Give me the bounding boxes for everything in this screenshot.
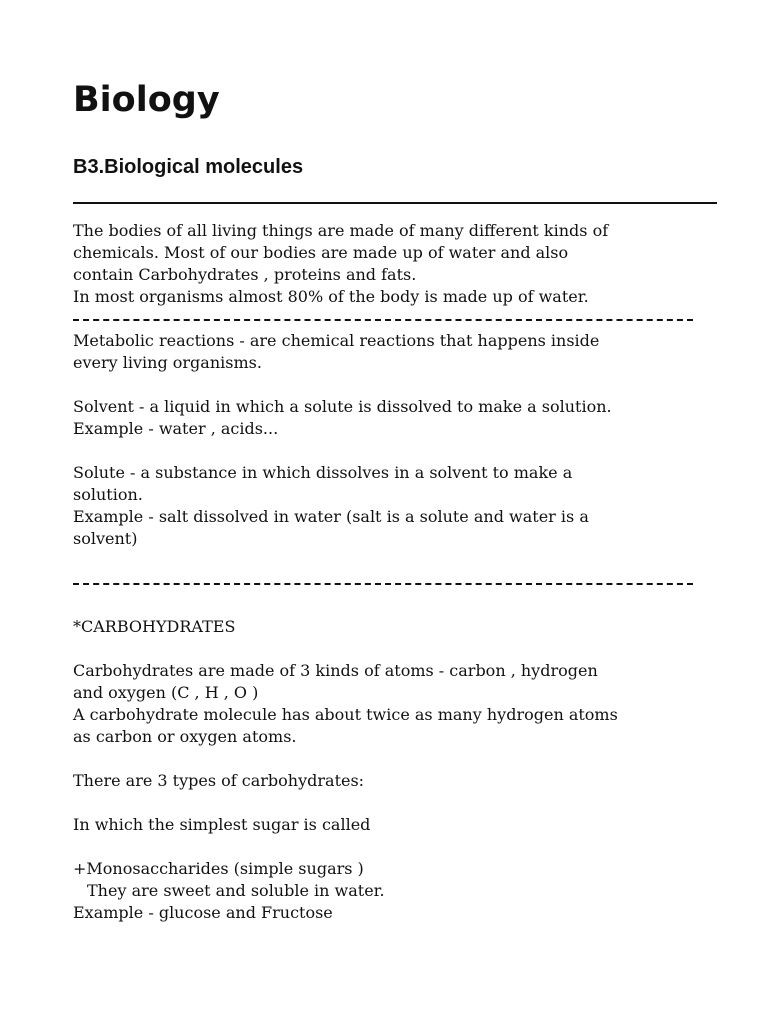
text-line: In most organisms almost 80% of the body is made up of water. <box>73 287 589 306</box>
solvent-definition <box>73 396 733 440</box>
text-line: The bodies of all living things are made of many different kinds of <box>73 221 609 240</box>
text-line: chemicals. Most of our bodies are made up of water and also <box>73 243 569 262</box>
spacer <box>73 550 733 572</box>
text-line: Carbohydrates are made of 3 kinds of atoms - carbon , hydrogen <box>73 661 598 680</box>
types-line: There are 3 types of carbohydrates: <box>73 771 365 790</box>
dashed-divider <box>73 572 733 594</box>
text-line: Solvent - a liquid in which a solute is dissolved to make a solution. <box>73 397 612 416</box>
text-line: They are sweet and soluble in water. <box>87 881 385 900</box>
text-line: Example - water , acids... <box>73 419 279 438</box>
text-line: every living organisms. <box>73 353 262 372</box>
text-line: +Monosaccharides (simple sugars ) <box>73 859 364 878</box>
metabolic-definition <box>73 330 733 374</box>
text-line: Example - salt dissolved in water (salt is a solute and water is a <box>73 507 589 526</box>
text-line: solvent) <box>73 529 138 548</box>
spacer <box>73 792 733 814</box>
text-line: Solute - a substance in which dissolves in a solvent to make a <box>73 463 573 482</box>
text-line: and oxygen (C , H , O ) <box>73 683 259 702</box>
monosaccharides-paragraph <box>73 858 733 924</box>
dashed-divider <box>73 308 733 330</box>
spacer <box>73 594 733 616</box>
solid-divider <box>73 202 717 204</box>
chapter-subtitle: B3.Biological molecules <box>73 156 304 178</box>
spacer <box>73 440 733 462</box>
spacer <box>73 638 733 660</box>
carbohydrate-atoms-paragraph <box>73 660 733 748</box>
simplest-sugar-line: In which the simplest sugar is called <box>73 815 371 834</box>
text-line: A carbohydrate molecule has about twice as many hydrogen atoms <box>73 705 618 724</box>
page-title: Biology <box>73 80 220 120</box>
text-line: as carbon or oxygen atoms. <box>73 727 297 746</box>
spacer <box>73 836 733 858</box>
solute-definition <box>73 462 733 550</box>
text-line: Metabolic reactions - are chemical reactions that happens inside <box>73 331 600 350</box>
text-line: solution. <box>73 485 143 504</box>
section-heading-carbohydrates: *CARBOHYDRATES <box>73 617 236 636</box>
text-line: Example - glucose and Fructose <box>73 903 333 922</box>
spacer <box>73 748 733 770</box>
spacer <box>73 374 733 396</box>
document-body <box>73 220 733 924</box>
intro-paragraph <box>73 220 733 308</box>
text-line: contain Carbohydrates , proteins and fats. <box>73 265 417 284</box>
